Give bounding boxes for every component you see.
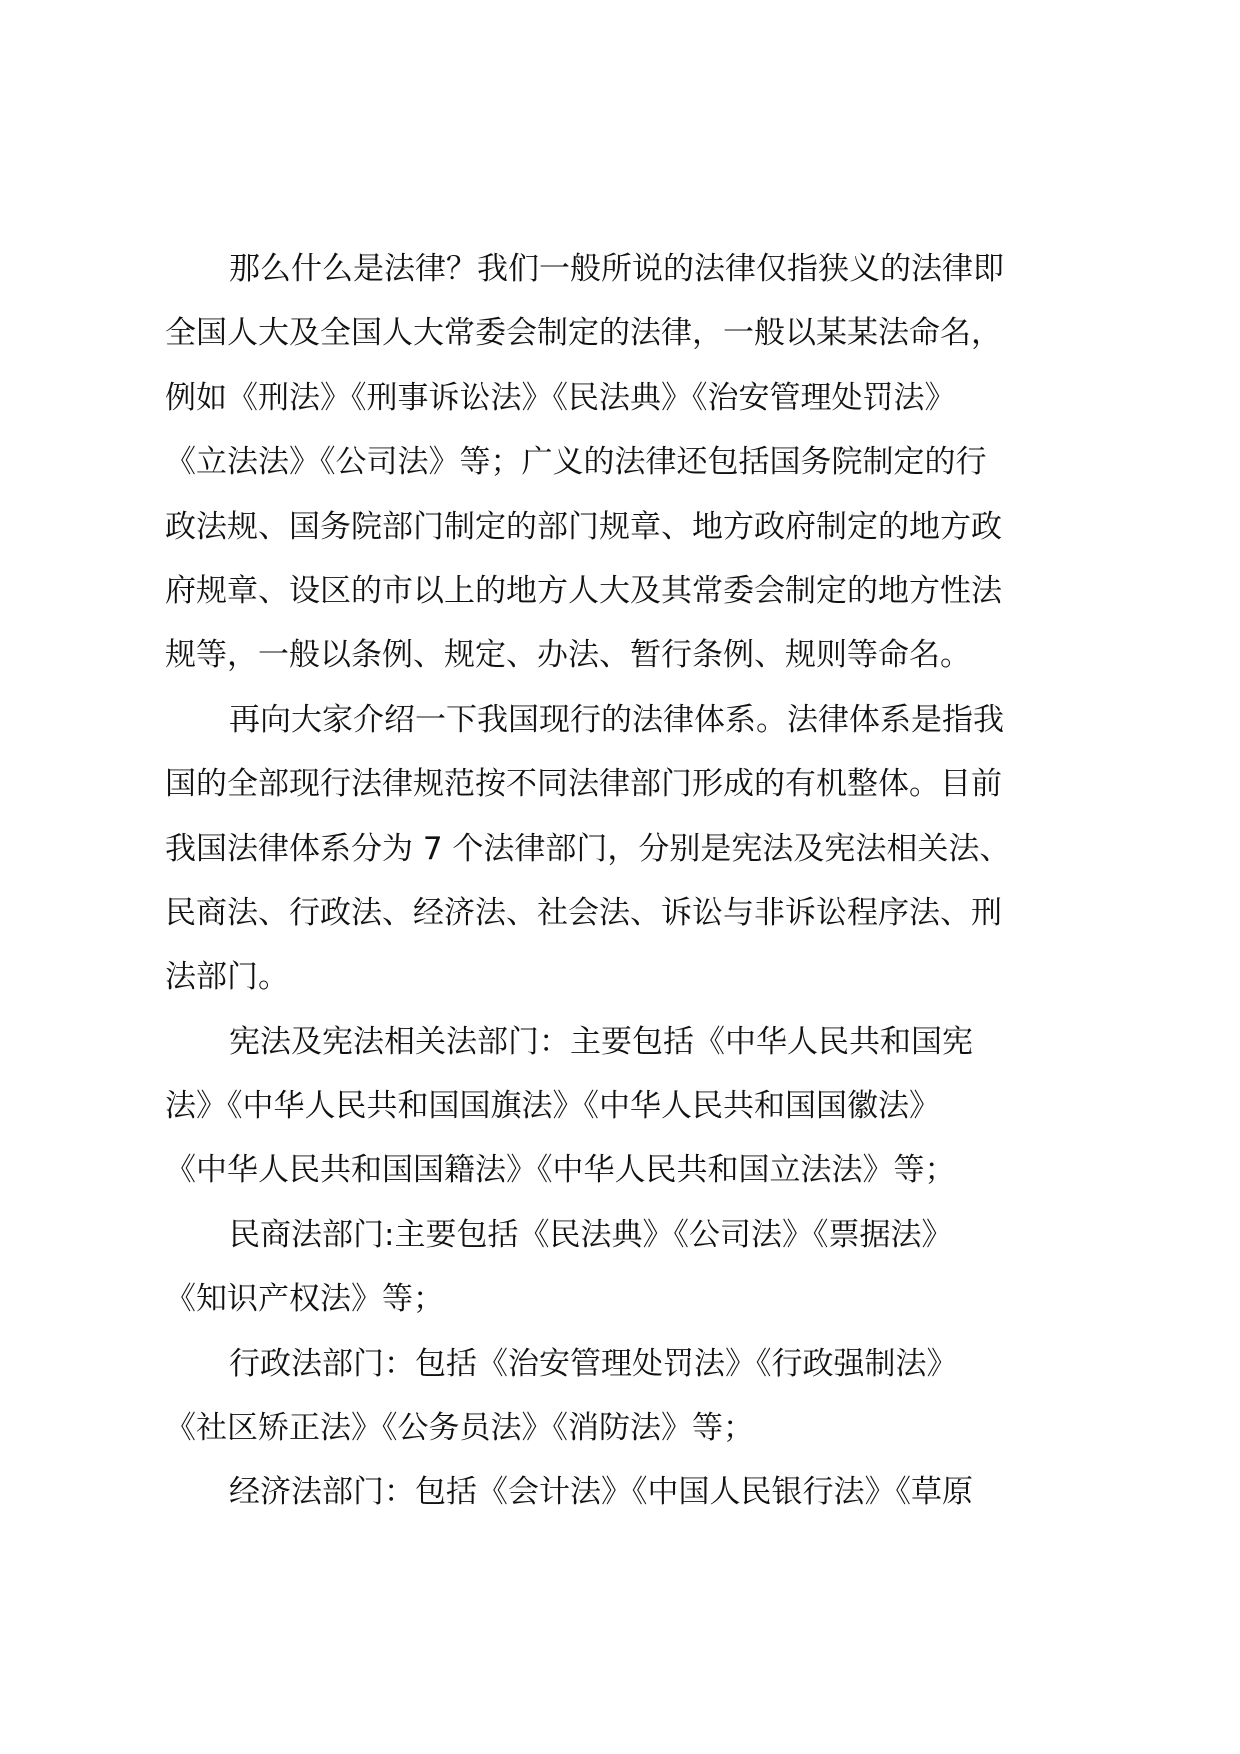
text-line: 再向大家介绍一下我国现行的法律体系。法律体系是指我 [229, 701, 1004, 738]
text-line: 《知识产权法》等； [165, 1281, 444, 1318]
text-line: 民商法、行政法、经济法、社会法、诉讼与非诉讼程序法、刑 [165, 894, 1002, 931]
text-line: 《社区矫正法》《公务员法》《消防法》等； [165, 1410, 754, 1447]
text-line: 《立法法》《公司法》等；广义的法律还包括国务院制定的行 [165, 444, 987, 481]
text-line: 行政法部门：包括《治安管理处罚法》《行政强制法》 [229, 1345, 958, 1382]
text-line: 民商法部门:主要包括《民法典》《公司法》《票据法》 [229, 1216, 953, 1253]
text-line: 宪法及宪法相关法部门：主要包括《中华人民共和国宪 [229, 1023, 973, 1060]
text-line: 政法规、国务院部门制定的部门规章、地方政府制定的地方政 [165, 508, 1002, 545]
paragraph-administrative-law [165, 1332, 1095, 1461]
paragraph-civil-commercial-law [165, 1203, 1095, 1332]
text-line: 我国法律体系分为 7 个法律部门，分别是宪法及宪法相关法、 [165, 830, 1011, 867]
text-line: 国的全部现行法律规范按不同法律部门形成的有机整体。目前 [165, 766, 1002, 803]
text-line: 例如《刑法》《刑事诉讼法》《民法典》《治安管理处罚法》 [165, 379, 956, 416]
text-line: 《中华人民共和国国籍法》《中华人民共和国立法法》等； [165, 1152, 956, 1189]
text-line: 全国人大及全国人大常委会制定的法律，一般以某某法命名， [165, 315, 1002, 352]
paragraph-economic-law [165, 1460, 1095, 1524]
text-line: 经济法部门：包括《会计法》《中国人民银行法》《草原 [229, 1474, 973, 1511]
text-line: 法》《中华人民共和国国旗法》《中华人民共和国国徽法》 [165, 1088, 940, 1125]
paragraph-legal-system [165, 688, 1095, 1010]
text-line: 法部门。 [165, 959, 289, 996]
document-body [165, 237, 1095, 1525]
paragraph-law-definition [165, 237, 1095, 688]
paragraph-constitutional-law [165, 1010, 1095, 1203]
text-line: 那么什么是法律？我们一般所说的法律仅指狭义的法律即 [229, 251, 1004, 287]
text-line: 府规章、设区的市以上的地方人大及其常委会制定的地方性法 [165, 572, 1002, 609]
text-line: 规等，一般以条例、规定、办法、暂行条例、规则等命名。 [165, 637, 971, 674]
